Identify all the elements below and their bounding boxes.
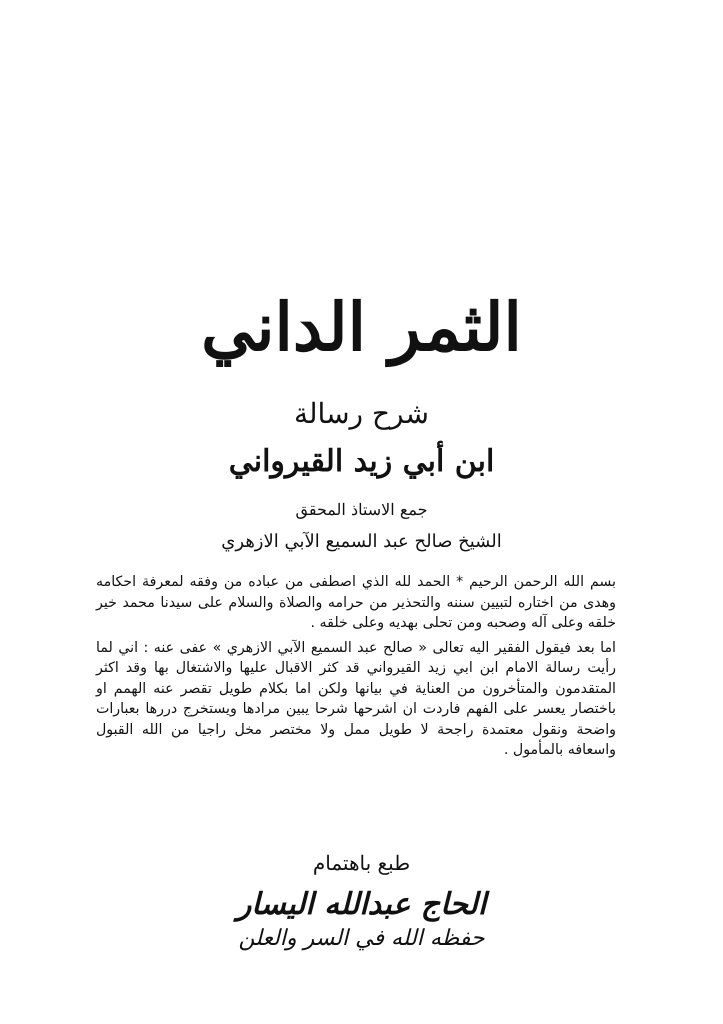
introduction-paragraph-1: بسم الله الرحمن الرحيم * الحمد لله الذي اصطفى من عباده من وفقه لمعرفة احكامه وهدى من اختاره لتبيين سننه والتحذير من حرامه والصلاة والسلام على سيدنا محمد خير خلقه وعلى آله وصحبه ومن تحلى بهديه وعلى خلقه . bbox=[96, 574, 616, 631]
introduction-paragraph-2: اما بعد فيقول الفقير اليه تعالى « صالح عبد السميع الآبي الازهري » عفى عنه : اني لما رأيت رسالة الامام ابن ابي زيد القيرواني قد كثر الاقبال عليها والاشتغال بها وقد اكثر المتقدمون والمتأخرون من العناية في بيانها ولكن اما بكلام طويل تقصر عنه الهمم او باختصار يعسر على الفهم فاردت ان اشرحها شرحا يبين مرادها ويستخرج دررها بعبارات واضحة ونقول معتمدة راجحة لا طويل ممل ولا مختصر مخل راجيا من الله القبول واسعافه بالمأمول . bbox=[96, 639, 616, 758]
publisher-name: الحاج عبدالله اليسار bbox=[236, 887, 487, 922]
book-subtitle-line2: ابن أبي زيد القيرواني bbox=[228, 444, 495, 479]
introduction-text bbox=[96, 572, 616, 761]
book-subtitle-line1: شرح رسالة bbox=[294, 397, 429, 430]
compiler-label: جمع الاستاذ المحقق bbox=[295, 500, 428, 519]
publisher-label: طبع باهتمام bbox=[312, 851, 411, 875]
compiler-name: الشيخ صالح عبد السميع الآبي الازهري bbox=[221, 531, 502, 552]
book-title: الثمر الداني bbox=[201, 288, 522, 366]
publisher-blessing: حفظه الله في السر والعلن bbox=[238, 926, 485, 951]
